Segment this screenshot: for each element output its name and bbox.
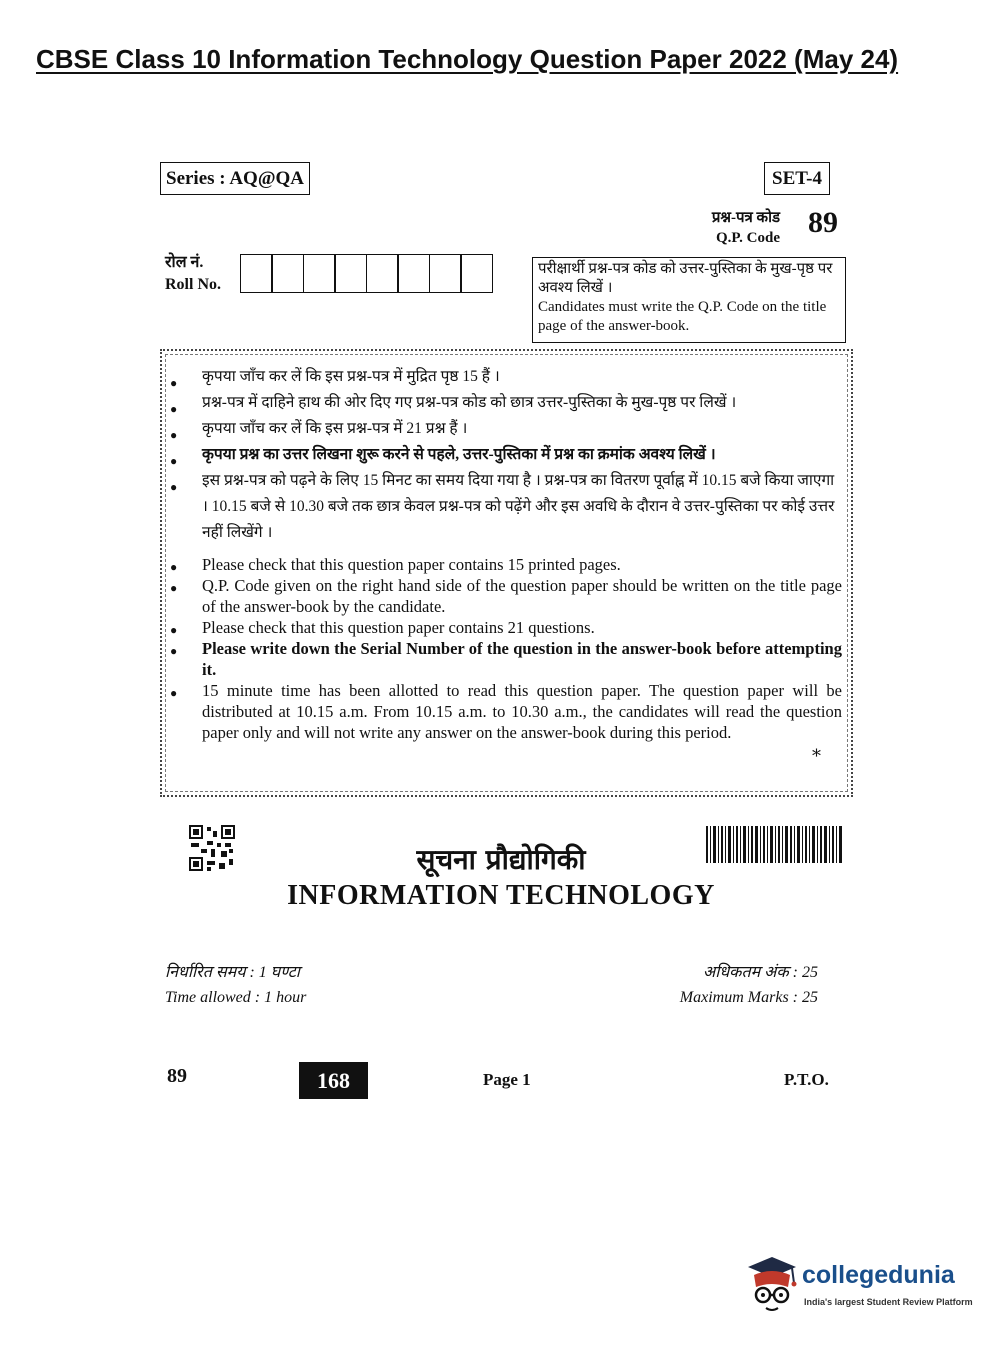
time-allowed [165,960,306,1010]
roll-digit-box[interactable] [366,254,399,293]
instruction-item: ● कृपया जाँच कर लें कि इस प्रश्न-पत्र में 21 प्रश्न हैं । [170,416,842,442]
instructions [170,364,842,743]
footer-page-number: Page 1 [483,1070,531,1089]
logo-tagline: India's largest Student Review Platform [804,1297,973,1307]
roll-label-en: Roll No. [165,276,221,293]
roll-digit-box[interactable] [271,254,304,293]
roll-digit-box[interactable] [429,254,462,293]
logo-name: collegedunia [802,1261,955,1289]
page-title: CBSE Class 10 Information Technology Question Paper 2022 (May 24) [36,44,899,74]
qp-code-value: 89 [808,206,838,239]
instruction-item: ● 15 minute time has been allotted to read this question paper. The question paper will be distributed at 10.15 a.m. From 10.15 a.m. to 10.30 a.m., the candidates will read the question paper only and will not write any answer on the answer-book during this period. [170,680,842,743]
candidate-note-hi: परीक्षार्थी प्रश्न-पत्र कोड को उत्तर-पुस्तिका के मुख-पृष्ठ पर अवश्य लिखें । [538,261,833,296]
collegedunia-logo [742,1253,972,1317]
roll-label-hi: रोल नं. [165,254,204,271]
maximum-marks-hi: अधिकतम अंक : 25 [702,964,818,981]
maximum-marks-en: Maximum Marks : 25 [679,989,818,1006]
qp-code-label-en: Q.P. Code [715,230,780,246]
qp-code-label-hi: प्रश्न-पत्र कोड [711,210,780,226]
footer-qp-code: 89 [167,1065,187,1087]
instruction-item: ● प्रश्न-पत्र में दाहिने हाथ की ओर दिए गए प्रश्न-पत्र कोड को छात्र उत्तर-पुस्तिका के मुख-पृष्ठ पर लिखें । [170,390,842,416]
roll-digit-box[interactable] [303,254,336,293]
footer-pto: P.T.O. [784,1070,829,1089]
instruction-item: ● Please write down the Serial Number of the question in the answer-book before attempting it. [170,638,842,680]
time-allowed-hi: निर्धारित समय : 1 घण्टा [165,964,300,981]
qp-code-label [680,208,780,248]
subject-title-hindi: सूचना प्रौद्योगिकी [416,843,586,876]
set-label: SET-4 [764,162,830,195]
roll-number-boxes [241,254,493,293]
roll-digit-box[interactable] [334,254,367,293]
subject-title-english: INFORMATION TECHNOLOGY [287,880,715,911]
instruction-item: ● Q.P. Code given on the right hand side of the question paper should be written on the title page of the answer-book by the candidate. [170,575,842,617]
roll-digit-box[interactable] [460,254,493,293]
instruction-item: ● Please check that this question paper contains 15 printed pages. [170,554,842,575]
instruction-item: ● Please check that this question paper contains 21 questions. [170,617,842,638]
roll-digit-box[interactable] [240,254,273,293]
maximum-marks [600,960,818,1010]
instructions-hindi [170,364,842,546]
instructions-english [170,554,842,743]
instruction-item: ● कृपया प्रश्न का उत्तर लिखना शुरू करने से पहले, उत्तर-पुस्तिका में प्रश्न का क्रमांक अवश्य लिखें । [170,442,842,468]
roll-label [165,252,221,296]
candidate-note-box [532,257,846,343]
instruction-item: ● कृपया जाँच कर लें कि इस प्रश्न-पत्र में मुद्रित पृष्ठ 15 हैं । [170,364,842,390]
candidate-note-en: Candidates must write the Q.P. Code on the title page of the answer-book. [538,299,827,334]
series-label: Series : AQ@QA [160,162,310,195]
roll-digit-box[interactable] [397,254,430,293]
footer-badge: 168 [299,1062,368,1099]
mascot-icon [742,1253,802,1315]
time-allowed-en: Time allowed : 1 hour [165,989,307,1006]
star-mark: * [812,746,821,767]
instruction-item: ● इस प्रश्न-पत्र को पढ़ने के लिए 15 मिनट का समय दिया गया है । प्रश्न-पत्र का वितरण पूर्वाह्न में 10.15 बजे किया जाएगा । 10.15 बजे से 10.30 बजे तक छात्र केवल प्रश्न-पत्र को पढ़ेंगे और इस अवधि के दौरान वे उत्तर-पुस्तिका पर कोई उत्तर नहीं लिखेंगे । [170,468,842,546]
